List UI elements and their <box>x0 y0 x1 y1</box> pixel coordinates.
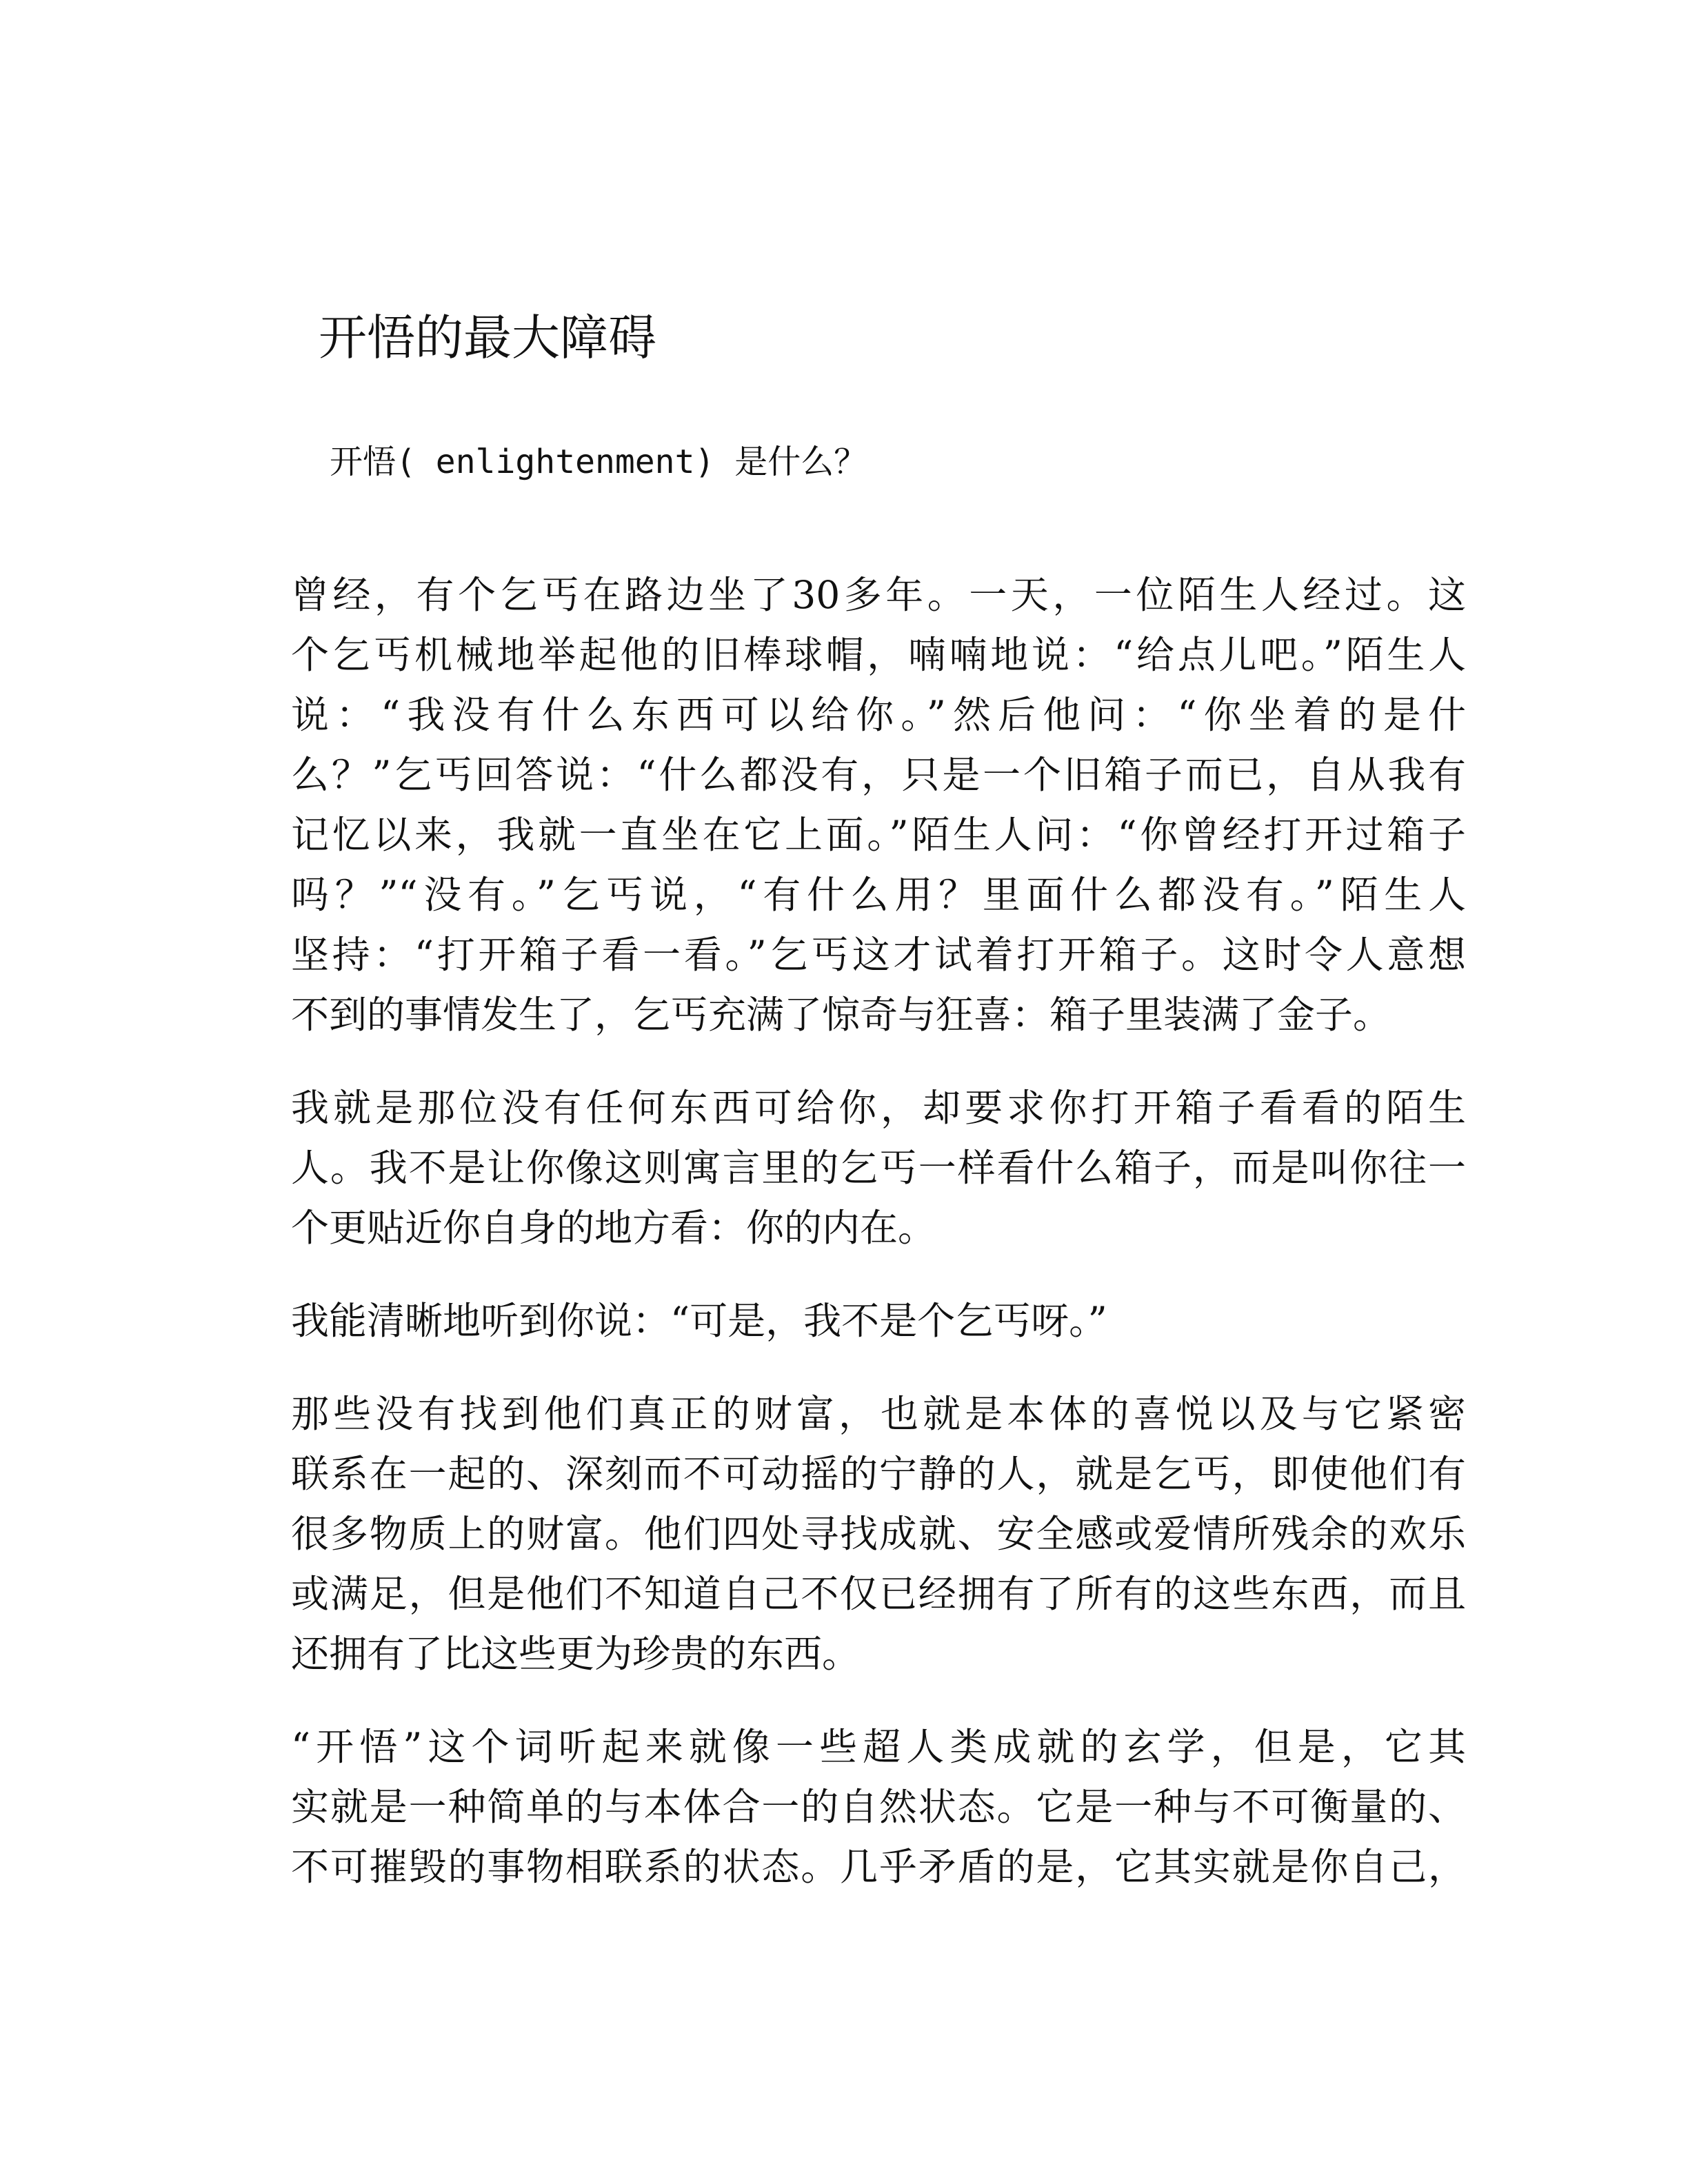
text-line: 说：“我没有什么东西可以给你。”然后他问：“你坐着的是什 <box>291 693 1466 737</box>
page-title: 开悟的最大障碍 <box>319 310 656 366</box>
text-line: 曾经，有个乞丐在路边坐了30多年。一天，一位陌生人经过。这 <box>291 573 1466 617</box>
text-line: 我就是那位没有任何东西可给你，却要求你打开箱子看看的陌生 <box>291 1086 1466 1130</box>
section-heading: 开悟( enlightenment) 是什么？ <box>330 443 867 481</box>
text-line: 还拥有了比这些更为珍贵的东西。 <box>291 1632 861 1676</box>
text-line: 很多物质上的财富。他们四处寻找成就、安全感或爱情所残余的欢乐 <box>291 1512 1466 1556</box>
text-line: 人。我不是让你像这则寓言里的乞丐一样看什么箱子，而是叫你往一 <box>291 1146 1466 1190</box>
body-text <box>211 565 1466 1930</box>
paragraph-not-a-beggar <box>211 1291 1466 1351</box>
text-line: 或满足，但是他们不知道自己不仅已经拥有了所有的这些东西，而且 <box>291 1572 1466 1616</box>
text-line: 那些没有找到他们真正的财富，也就是本体的喜悦以及与它紧密 <box>291 1392 1466 1436</box>
text-line: 吗？”“没有。”乞丐说，“有什么用？里面什么都没有。”陌生人 <box>291 873 1466 917</box>
text-line: 联系在一起的、深刻而不可动摇的宁静的人，就是乞丐，即使他们有 <box>291 1452 1466 1496</box>
paragraph-true-wealth <box>211 1384 1466 1684</box>
text-line: 不到的事情发生了，乞丐充满了惊奇与狂喜：箱子里装满了金子。 <box>291 993 1391 1037</box>
text-line: 个更贴近你自身的地方看：你的内在。 <box>291 1206 936 1250</box>
text-line: “开悟”这个词听起来就像一些超人类成就的玄学，但是，它其 <box>291 1725 1466 1769</box>
paragraph-beggar-story <box>211 565 1466 1045</box>
text-line: 实就是一种简单的与本体合一的自然状态。它是一种与不可衡量的、 <box>291 1785 1466 1829</box>
text-line: 我能清晰地听到你说：“可是，我不是个乞丐呀。” <box>291 1299 1107 1343</box>
text-line: 坚持：“打开箱子看一看。”乞丐这才试着打开箱子。这时令人意想 <box>291 933 1466 977</box>
text-line: 么？”乞丐回答说：“什么都没有，只是一个旧箱子而已，自从我有 <box>291 753 1466 797</box>
text-line: 个乞丐机械地举起他的旧棒球帽，喃喃地说：“给点儿吧。”陌生人 <box>291 633 1466 677</box>
text-line: 不可摧毁的事物相联系的状态。几乎矛盾的是，它其实就是你自己， <box>291 1845 1466 1889</box>
paragraph-enlightenment <box>211 1717 1466 1897</box>
paragraph-stranger <box>211 1078 1466 1258</box>
text-line: 记忆以来，我就一直坐在它上面。”陌生人问：“你曾经打开过箱子 <box>291 813 1466 857</box>
